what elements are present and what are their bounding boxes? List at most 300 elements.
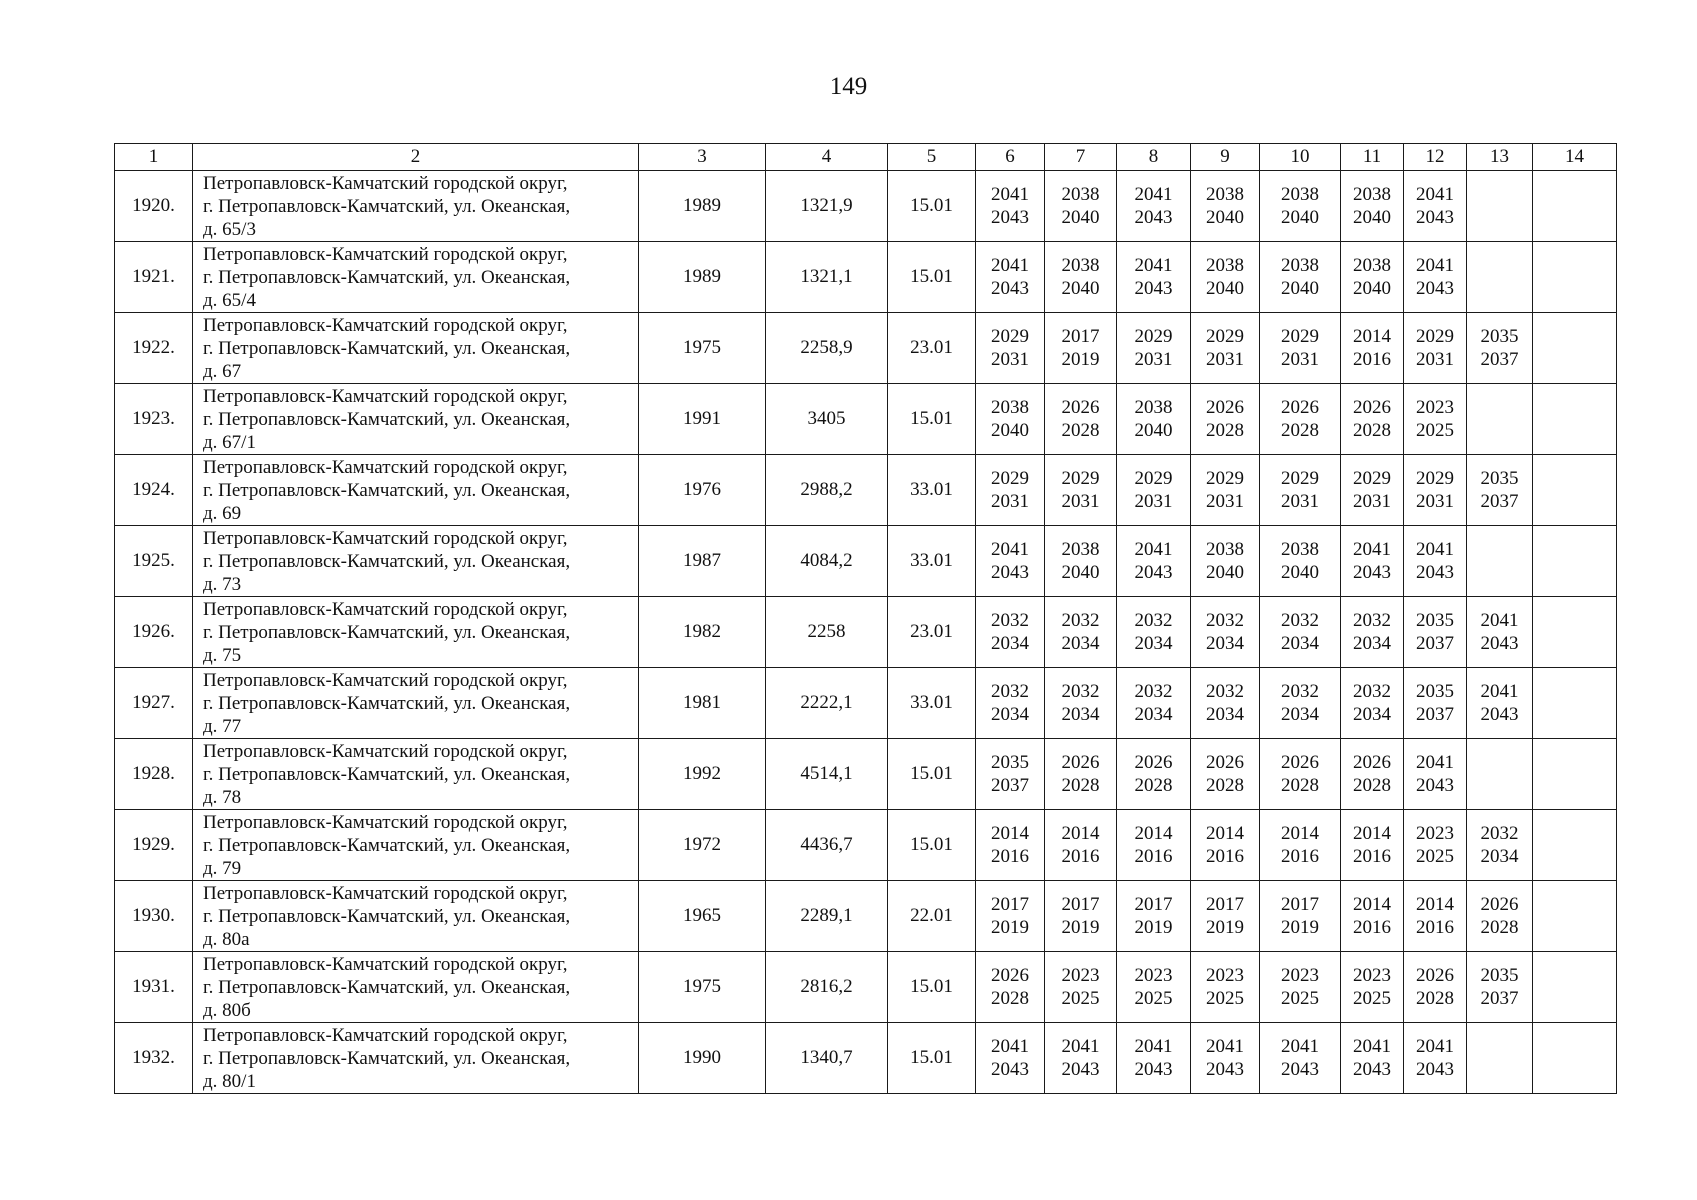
period-end-year: 2043 (1061, 1059, 1100, 1080)
period-cell-col-11 (1341, 952, 1404, 1023)
period-start-year: 2029 (1206, 326, 1244, 347)
period-start-year: 2038 (1061, 184, 1100, 205)
code-cell: 15.01 (888, 810, 976, 881)
period-start-year: 2041 (1134, 184, 1173, 205)
period-cell-col-12 (1404, 242, 1467, 313)
code-cell: 15.01 (888, 1023, 976, 1094)
period-cell-col-13 (1467, 171, 1533, 242)
period-start-year: 2029 (1134, 326, 1173, 347)
table-row (115, 242, 1617, 313)
period-start-year: 2017 (991, 894, 1029, 915)
period-start-year: 2035 (1480, 326, 1519, 347)
table-row (115, 952, 1617, 1023)
build-year-cell: 1976 (639, 455, 766, 526)
period-end-year: 2031 (1353, 491, 1391, 512)
period-start-year: 2041 (1416, 255, 1454, 276)
address-line: д. 65/3 (203, 218, 256, 240)
column-header-5: 5 (888, 144, 976, 171)
period-cell-col-13 (1467, 952, 1533, 1023)
period-cell-col-13 (1467, 739, 1533, 810)
address-line: г. Петропавловск-Камчатский, ул. Океанская, (203, 266, 571, 288)
period-end-year: 2028 (1353, 775, 1391, 796)
period-start-year: 2032 (1134, 681, 1173, 702)
period-start-year: 2041 (1353, 1036, 1391, 1057)
period-cell-col-7 (1045, 952, 1117, 1023)
period-start-year: 2041 (1416, 539, 1454, 560)
address-line: Петропавловск-Камчатский городской округ, (203, 740, 568, 762)
period-start-year: 2038 (1281, 184, 1319, 205)
period-end-year: 2031 (1416, 491, 1454, 512)
period-start-year: 2041 (991, 184, 1029, 205)
address-line: д. 67 (203, 360, 242, 382)
period-start-year: 2032 (1061, 610, 1100, 631)
period-end-year: 2028 (1206, 420, 1244, 441)
period-start-year: 2032 (1061, 681, 1100, 702)
period-end-year: 2043 (991, 278, 1029, 299)
period-cell-col-10 (1260, 313, 1341, 384)
period-start-year: 2035 (1480, 468, 1519, 489)
column-header-row (115, 144, 1617, 171)
period-cell-col-11 (1341, 739, 1404, 810)
period-start-year: 2032 (1480, 823, 1519, 844)
code-cell: 15.01 (888, 384, 976, 455)
period-start-year: 2041 (1281, 1036, 1319, 1057)
period-end-year: 2025 (1061, 988, 1100, 1009)
period-start-year: 2026 (1206, 397, 1244, 418)
area-cell: 2222,1 (766, 668, 888, 739)
period-cell-col-11 (1341, 455, 1404, 526)
build-year-cell: 1990 (639, 1023, 766, 1094)
address-line: д. 75 (203, 644, 242, 666)
period-cell-col-14 (1533, 952, 1617, 1023)
period-start-year: 2041 (1480, 681, 1519, 702)
period-end-year: 2043 (1416, 1059, 1454, 1080)
period-end-year: 2025 (1134, 988, 1173, 1009)
period-end-year: 2034 (991, 633, 1029, 654)
period-end-year: 2034 (1206, 633, 1244, 654)
period-cell-col-9 (1191, 455, 1260, 526)
period-start-year: 2029 (1281, 468, 1319, 489)
table-row (115, 668, 1617, 739)
period-end-year: 2043 (1134, 562, 1173, 583)
area-cell: 1321,9 (766, 171, 888, 242)
period-end-year: 2043 (1416, 775, 1454, 796)
period-cell-col-9 (1191, 597, 1260, 668)
period-start-year: 2017 (1134, 894, 1173, 915)
period-end-year: 2034 (991, 704, 1029, 725)
period-cell-col-12 (1404, 384, 1467, 455)
row-number-cell: 1922. (115, 313, 193, 384)
period-end-year: 2040 (1353, 207, 1391, 228)
period-end-year: 2016 (1281, 846, 1319, 867)
table-row (115, 810, 1617, 881)
period-end-year: 2040 (1281, 207, 1319, 228)
period-end-year: 2031 (1281, 349, 1319, 370)
period-start-year: 2041 (991, 539, 1029, 560)
address-cell (193, 952, 639, 1023)
period-cell-col-7 (1045, 242, 1117, 313)
period-cell-col-12 (1404, 526, 1467, 597)
period-end-year: 2028 (1416, 988, 1454, 1009)
period-start-year: 2023 (1416, 397, 1454, 418)
period-start-year: 2032 (1206, 610, 1244, 631)
area-cell: 1321,1 (766, 242, 888, 313)
table-row (115, 313, 1617, 384)
period-start-year: 2029 (1206, 468, 1244, 489)
period-start-year: 2014 (1353, 894, 1391, 915)
period-start-year: 2032 (1134, 610, 1173, 631)
code-cell: 33.01 (888, 455, 976, 526)
area-cell: 4084,2 (766, 526, 888, 597)
period-cell-col-13 (1467, 597, 1533, 668)
row-number-cell: 1925. (115, 526, 193, 597)
period-end-year: 2043 (1353, 562, 1391, 583)
area-cell: 2816,2 (766, 952, 888, 1023)
address-cell (193, 455, 639, 526)
period-cell-col-6 (976, 881, 1045, 952)
period-end-year: 2028 (1206, 775, 1244, 796)
area-cell: 2988,2 (766, 455, 888, 526)
period-start-year: 2014 (1281, 823, 1319, 844)
period-end-year: 2028 (1061, 775, 1100, 796)
address-line: Петропавловск-Камчатский городской округ, (203, 1024, 568, 1046)
period-cell-col-7 (1045, 171, 1117, 242)
period-cell-col-9 (1191, 1023, 1260, 1094)
period-end-year: 2016 (1416, 917, 1454, 938)
period-start-year: 2029 (1134, 468, 1173, 489)
period-start-year: 2017 (1206, 894, 1244, 915)
period-start-year: 2026 (1353, 397, 1391, 418)
address-cell (193, 597, 639, 668)
address-line: Петропавловск-Камчатский городской округ, (203, 811, 568, 833)
period-start-year: 2041 (1416, 184, 1454, 205)
period-start-year: 2023 (1134, 965, 1173, 986)
period-end-year: 2034 (1206, 704, 1244, 725)
address-cell (193, 810, 639, 881)
period-cell-col-8 (1117, 384, 1191, 455)
period-start-year: 2041 (1134, 539, 1173, 560)
period-end-year: 2040 (1061, 562, 1100, 583)
address-line: д. 80б (203, 999, 251, 1021)
period-cell-col-11 (1341, 242, 1404, 313)
period-cell-col-7 (1045, 881, 1117, 952)
build-year-cell: 1989 (639, 171, 766, 242)
address-line: г. Петропавловск-Камчатский, ул. Океанская, (203, 1047, 571, 1069)
address-line: Петропавловск-Камчатский городской округ, (203, 456, 568, 478)
period-end-year: 2025 (1416, 846, 1454, 867)
build-year-cell: 1991 (639, 384, 766, 455)
table-row (115, 171, 1617, 242)
build-year-cell: 1972 (639, 810, 766, 881)
period-end-year: 2028 (1480, 917, 1519, 938)
period-end-year: 2043 (1206, 1059, 1244, 1080)
column-header-4: 4 (766, 144, 888, 171)
row-number-cell: 1923. (115, 384, 193, 455)
period-start-year: 2026 (1061, 397, 1100, 418)
period-end-year: 2019 (1206, 917, 1244, 938)
period-cell-col-10 (1260, 171, 1341, 242)
column-header-7: 7 (1045, 144, 1117, 171)
area-cell: 2289,1 (766, 881, 888, 952)
period-end-year: 2037 (1480, 349, 1519, 370)
period-cell-col-11 (1341, 1023, 1404, 1094)
address-line: д. 65/4 (203, 289, 256, 311)
address-line: д. 77 (203, 715, 242, 737)
period-cell-col-10 (1260, 455, 1341, 526)
period-cell-col-12 (1404, 881, 1467, 952)
period-start-year: 2032 (1353, 681, 1391, 702)
address-cell (193, 881, 639, 952)
period-cell-col-6 (976, 952, 1045, 1023)
period-start-year: 2023 (1206, 965, 1244, 986)
period-end-year: 2019 (991, 917, 1029, 938)
build-year-cell: 1992 (639, 739, 766, 810)
period-start-year: 2035 (991, 752, 1029, 773)
code-cell: 22.01 (888, 881, 976, 952)
period-cell-col-8 (1117, 526, 1191, 597)
period-cell-col-7 (1045, 597, 1117, 668)
period-end-year: 2034 (1353, 704, 1391, 725)
build-year-cell: 1982 (639, 597, 766, 668)
address-cell (193, 384, 639, 455)
row-number-cell: 1932. (115, 1023, 193, 1094)
period-cell-col-14 (1533, 455, 1617, 526)
period-end-year: 2019 (1061, 917, 1100, 938)
period-start-year: 2029 (1416, 468, 1454, 489)
address-line: Петропавловск-Камчатский городской округ, (203, 243, 568, 265)
area-cell: 2258 (766, 597, 888, 668)
period-end-year: 2043 (991, 1059, 1029, 1080)
period-cell-col-13 (1467, 384, 1533, 455)
period-end-year: 2043 (1134, 1059, 1173, 1080)
address-line: Петропавловск-Камчатский городской округ, (203, 598, 568, 620)
period-cell-col-8 (1117, 455, 1191, 526)
area-cell: 1340,7 (766, 1023, 888, 1094)
period-cell-col-8 (1117, 668, 1191, 739)
address-line: г. Петропавловск-Камчатский, ул. Океанская, (203, 834, 571, 856)
address-line: Петропавловск-Камчатский городской округ, (203, 314, 568, 336)
address-line: Петропавловск-Камчатский городской округ, (203, 385, 568, 407)
period-cell-col-6 (976, 597, 1045, 668)
address-line: д. 80/1 (203, 1070, 256, 1092)
period-end-year: 2037 (1416, 704, 1454, 725)
period-cell-col-9 (1191, 810, 1260, 881)
period-cell-col-7 (1045, 526, 1117, 597)
period-cell-col-9 (1191, 739, 1260, 810)
period-start-year: 2026 (1206, 752, 1244, 773)
period-cell-col-10 (1260, 668, 1341, 739)
column-header-12: 12 (1404, 144, 1467, 171)
period-start-year: 2041 (991, 1036, 1029, 1057)
period-cell-col-11 (1341, 881, 1404, 952)
period-end-year: 2040 (1206, 207, 1244, 228)
period-cell-col-8 (1117, 739, 1191, 810)
period-cell-col-10 (1260, 242, 1341, 313)
period-end-year: 2040 (1134, 420, 1173, 441)
period-start-year: 2014 (1134, 823, 1173, 844)
period-end-year: 2040 (1281, 278, 1319, 299)
period-cell-col-6 (976, 1023, 1045, 1094)
address-line: г. Петропавловск-Камчатский, ул. Океанская, (203, 621, 571, 643)
column-header-14: 14 (1533, 144, 1617, 171)
period-cell-col-13 (1467, 881, 1533, 952)
period-end-year: 2043 (1281, 1059, 1319, 1080)
column-header-9: 9 (1191, 144, 1260, 171)
period-end-year: 2016 (1061, 846, 1100, 867)
build-year-cell: 1975 (639, 952, 766, 1023)
address-cell (193, 1023, 639, 1094)
period-cell-col-11 (1341, 597, 1404, 668)
column-header-11: 11 (1341, 144, 1404, 171)
period-cell-col-14 (1533, 668, 1617, 739)
period-start-year: 2026 (1061, 752, 1100, 773)
address-line: Петропавловск-Камчатский городской округ, (203, 953, 568, 975)
period-start-year: 2029 (991, 468, 1029, 489)
period-cell-col-12 (1404, 810, 1467, 881)
period-start-year: 2041 (991, 255, 1029, 276)
period-cell-col-8 (1117, 242, 1191, 313)
period-cell-col-14 (1533, 881, 1617, 952)
period-start-year: 2026 (991, 965, 1029, 986)
period-end-year: 2043 (1480, 633, 1519, 654)
period-end-year: 2028 (1134, 775, 1173, 796)
period-end-year: 2019 (1061, 349, 1100, 370)
table-row (115, 526, 1617, 597)
row-number-cell: 1924. (115, 455, 193, 526)
period-cell-col-14 (1533, 810, 1617, 881)
period-cell-col-10 (1260, 810, 1341, 881)
period-end-year: 2016 (1134, 846, 1173, 867)
period-end-year: 2043 (1134, 207, 1173, 228)
code-cell: 15.01 (888, 952, 976, 1023)
period-start-year: 2038 (1061, 539, 1100, 560)
period-start-year: 2032 (991, 681, 1029, 702)
table-row (115, 597, 1617, 668)
period-start-year: 2041 (1480, 610, 1519, 631)
period-end-year: 2043 (1416, 207, 1454, 228)
period-start-year: 2029 (991, 326, 1029, 347)
period-end-year: 2037 (1480, 491, 1519, 512)
period-cell-col-6 (976, 668, 1045, 739)
period-end-year: 2040 (1206, 562, 1244, 583)
period-cell-col-8 (1117, 597, 1191, 668)
column-header-1: 1 (115, 144, 193, 171)
period-start-year: 2014 (1416, 894, 1454, 915)
period-cell-col-11 (1341, 384, 1404, 455)
period-cell-col-9 (1191, 526, 1260, 597)
period-start-year: 2014 (1206, 823, 1244, 844)
period-end-year: 2028 (991, 988, 1029, 1009)
period-start-year: 2029 (1416, 326, 1454, 347)
period-cell-col-10 (1260, 1023, 1341, 1094)
period-start-year: 2014 (1353, 823, 1391, 844)
period-cell-col-13 (1467, 810, 1533, 881)
period-cell-col-9 (1191, 313, 1260, 384)
period-end-year: 2040 (1206, 278, 1244, 299)
period-start-year: 2029 (1353, 468, 1391, 489)
period-start-year: 2014 (1353, 326, 1391, 347)
period-cell-col-7 (1045, 384, 1117, 455)
period-end-year: 2040 (1281, 562, 1319, 583)
address-cell (193, 526, 639, 597)
address-line: Петропавловск-Камчатский городской округ, (203, 882, 568, 904)
period-start-year: 2014 (991, 823, 1029, 844)
address-line: д. 69 (203, 502, 242, 524)
period-end-year: 2034 (1281, 633, 1319, 654)
table-row (115, 455, 1617, 526)
address-line: Петропавловск-Камчатский городской округ, (203, 669, 568, 691)
build-year-cell: 1987 (639, 526, 766, 597)
period-start-year: 2032 (1353, 610, 1391, 631)
period-start-year: 2026 (1281, 397, 1319, 418)
period-end-year: 2028 (1061, 420, 1100, 441)
code-cell: 15.01 (888, 171, 976, 242)
period-cell-col-8 (1117, 313, 1191, 384)
code-cell: 33.01 (888, 668, 976, 739)
period-end-year: 2037 (991, 775, 1029, 796)
address-line: Петропавловск-Камчатский городской округ, (203, 527, 568, 549)
address-line: д. 67/1 (203, 431, 256, 453)
period-cell-col-7 (1045, 455, 1117, 526)
period-end-year: 2028 (1281, 775, 1319, 796)
period-cell-col-8 (1117, 171, 1191, 242)
period-cell-col-6 (976, 810, 1045, 881)
period-cell-col-6 (976, 171, 1045, 242)
period-cell-col-14 (1533, 171, 1617, 242)
area-cell: 2258,9 (766, 313, 888, 384)
period-start-year: 2041 (1206, 1036, 1244, 1057)
period-cell-col-14 (1533, 1023, 1617, 1094)
address-line: г. Петропавловск-Камчатский, ул. Океанская, (203, 195, 571, 217)
period-start-year: 2038 (991, 397, 1029, 418)
code-cell: 15.01 (888, 739, 976, 810)
period-cell-col-11 (1341, 668, 1404, 739)
row-number-cell: 1921. (115, 242, 193, 313)
period-cell-col-8 (1117, 881, 1191, 952)
period-start-year: 2029 (1061, 468, 1100, 489)
period-end-year: 2040 (1061, 207, 1100, 228)
period-cell-col-13 (1467, 668, 1533, 739)
row-number-cell: 1931. (115, 952, 193, 1023)
period-cell-col-13 (1467, 313, 1533, 384)
column-header-2: 2 (193, 144, 639, 171)
period-cell-col-7 (1045, 313, 1117, 384)
period-end-year: 2028 (1281, 420, 1319, 441)
period-cell-col-9 (1191, 668, 1260, 739)
period-start-year: 2023 (1061, 965, 1100, 986)
period-cell-col-10 (1260, 384, 1341, 455)
code-cell: 15.01 (888, 242, 976, 313)
period-cell-col-12 (1404, 952, 1467, 1023)
period-cell-col-14 (1533, 739, 1617, 810)
period-cell-col-9 (1191, 952, 1260, 1023)
address-line: д. 79 (203, 857, 242, 879)
period-cell-col-7 (1045, 668, 1117, 739)
period-cell-col-12 (1404, 597, 1467, 668)
period-start-year: 2041 (1061, 1036, 1100, 1057)
period-cell-col-14 (1533, 313, 1617, 384)
period-start-year: 2017 (1061, 326, 1100, 347)
row-number-cell: 1926. (115, 597, 193, 668)
table-row (115, 1023, 1617, 1094)
column-header-8: 8 (1117, 144, 1191, 171)
build-year-cell: 1965 (639, 881, 766, 952)
row-number-cell: 1920. (115, 171, 193, 242)
period-cell-col-11 (1341, 526, 1404, 597)
period-start-year: 2038 (1206, 184, 1244, 205)
code-cell: 33.01 (888, 526, 976, 597)
period-cell-col-9 (1191, 171, 1260, 242)
